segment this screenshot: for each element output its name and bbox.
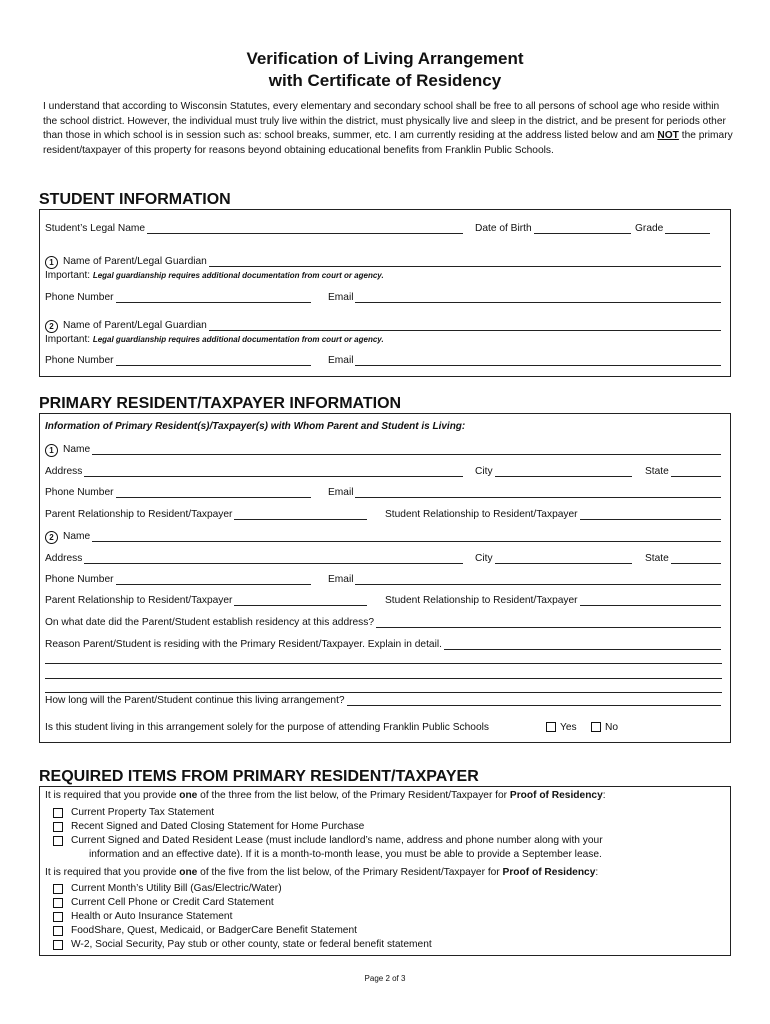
guardian2-phone-field[interactable]: Phone Number — [45, 354, 311, 368]
guardian1-important-note: Important: Legal guardianship requires additional documentation from court or agency. — [45, 270, 384, 281]
required-list-2 — [53, 882, 432, 952]
checkbox-icon — [53, 926, 63, 936]
resident2-name-row — [45, 530, 721, 544]
list1-item-closing-statement[interactable]: Recent Signed and Dated Closing Statement for Home Purchase — [53, 820, 603, 834]
solely-question-row — [45, 721, 721, 735]
solely-question-text: Is this student living in this arrangement solely for the purpose of attending Franklin Public Schools — [45, 722, 489, 733]
checkbox-icon — [53, 898, 63, 908]
no-checkbox[interactable]: No — [591, 721, 618, 735]
reason-line-4[interactable] — [45, 692, 722, 693]
guardian2-important-note: Important: Legal guardianship requires additional documentation from court or agency. — [45, 334, 384, 345]
guardian1-phone-field[interactable]: Phone Number — [45, 291, 311, 305]
reason-line-3[interactable] — [45, 678, 722, 679]
resident1-city-field[interactable]: City — [475, 465, 632, 479]
number-one-icon: 1 — [45, 256, 58, 269]
checkbox-icon — [591, 722, 601, 732]
number-one-icon: 1 — [45, 444, 58, 457]
resident2-email-field[interactable]: Email — [328, 573, 721, 587]
resident1-relationship-row — [45, 508, 721, 522]
resident-section-heading: PRIMARY RESIDENT/TAXPAYER INFORMATION — [39, 395, 402, 412]
required-paragraph-2: It is required that you provide one of the five from the list below, of the Primary Resident/Taxpayer for Proof of Residency: — [45, 867, 599, 878]
resident2-contact-row — [45, 573, 721, 587]
resident2-state-field[interactable]: State — [645, 552, 721, 566]
resident1-name-field[interactable]: 1 Name — [45, 443, 721, 457]
guardian1-email-field[interactable]: Email — [328, 291, 721, 305]
resident2-relationship-row — [45, 594, 721, 608]
resident2-address-field[interactable]: Address — [45, 552, 463, 566]
guardian2-email-field[interactable]: Email — [328, 354, 721, 368]
resident2-address-row — [45, 552, 721, 566]
yes-checkbox[interactable]: Yes — [546, 721, 577, 735]
intro-paragraph: I understand that according to Wisconsin Statutes, every elementary and secondary school shall be free to all persons of school age who reside within the school district. However, the individual must truly live within the district, must physically live and sleep in the district, and be present for periods other than those in which school is in session such as: school breaks, summer, etc. I am currently residing at the address listed below and am NOT the primary resident/taxpayer of this property for reasons beyond obtaining educational benefits from Franklin Public Schools. — [43, 101, 733, 156]
list1-item-lease-continuation: information and an effective date). If it is a month-to-month lease, you must be able to provide a September lease. — [89, 849, 602, 860]
page-title: Verification of Living Arrangement — [246, 49, 524, 68]
guardian2-name-field[interactable]: 2 Name of Parent/Legal Guardian — [45, 319, 721, 333]
guardian1-name-row — [45, 255, 721, 269]
checkbox-icon — [53, 808, 63, 818]
checkbox-icon — [53, 884, 63, 894]
guardian1-contact-row — [45, 291, 721, 305]
list2-item-utility-bill[interactable]: Current Month’s Utility Bill (Gas/Electric/Water) — [53, 882, 432, 896]
resident1-name-row — [45, 443, 721, 457]
checkbox-icon — [53, 836, 63, 846]
list2-item-cell-phone-statement[interactable]: Current Cell Phone or Credit Card Statement — [53, 896, 432, 910]
required-list-1 — [53, 806, 603, 862]
date-of-birth-field[interactable]: Date of Birth — [475, 222, 631, 236]
checkbox-icon — [53, 912, 63, 922]
list1-item-resident-lease[interactable]: Current Signed and Dated Resident Lease (must include landlord’s name, address and phone number along with your — [53, 834, 603, 848]
resident2-parent-relationship-field[interactable]: Parent Relationship to Resident/Taxpayer — [45, 594, 367, 608]
number-two-icon: 2 — [45, 320, 58, 333]
resident1-email-field[interactable]: Email — [328, 486, 721, 500]
guardian2-name-row — [45, 319, 721, 333]
guardian1-name-field[interactable]: 1 Name of Parent/Legal Guardian — [45, 255, 721, 269]
resident2-student-relationship-field[interactable]: Student Relationship to Resident/Taxpayer — [385, 594, 721, 608]
list2-item-insurance-statement[interactable]: Health or Auto Insurance Statement — [53, 910, 432, 924]
student-section-heading: STUDENT INFORMATION — [39, 191, 231, 208]
list1-item-property-tax[interactable]: Current Property Tax Statement — [53, 806, 603, 820]
resident1-parent-relationship-field[interactable]: Parent Relationship to Resident/Taxpayer — [45, 508, 367, 522]
required-section-heading: REQUIRED ITEMS FROM PRIMARY RESIDENT/TAXPAYER — [39, 768, 479, 785]
resident2-name-field[interactable]: 2 Name — [45, 530, 721, 544]
required-paragraph-1: It is required that you provide one of the three from the list below, of the Primary Resident/Taxpayer for Proof of Residency: — [45, 790, 606, 801]
residency-date-field[interactable]: On what date did the Parent/Student establish residency at this address? — [45, 616, 721, 630]
howlong-row — [45, 694, 721, 708]
reason-line-2[interactable] — [45, 663, 722, 664]
checkbox-icon — [53, 822, 63, 832]
list2-item-benefit-statement[interactable]: FoodShare, Quest, Medicaid, or BadgerCare Benefit Statement — [53, 924, 432, 938]
reason-field[interactable]: Reason Parent/Student is residing with the Primary Resident/Taxpayer. Explain in detail. — [45, 638, 721, 652]
howlong-field[interactable]: How long will the Parent/Student continue this living arrangement? — [45, 694, 721, 708]
resident2-city-field[interactable]: City — [475, 552, 632, 566]
number-two-icon: 2 — [45, 531, 58, 544]
residency-date-row — [45, 616, 721, 630]
grade-field[interactable]: Grade — [635, 222, 710, 236]
student-name-row — [45, 222, 721, 236]
resident2-phone-field[interactable]: Phone Number — [45, 573, 311, 587]
resident1-contact-row — [45, 486, 721, 500]
student-legal-name-field[interactable]: Student’s Legal Name — [45, 222, 463, 236]
resident1-address-row — [45, 465, 721, 479]
checkbox-icon — [53, 940, 63, 950]
resident1-phone-field[interactable]: Phone Number — [45, 486, 311, 500]
resident-subheading: Information of Primary Resident(s)/Taxpayer(s) with Whom Parent and Student is Living: — [45, 421, 466, 432]
resident1-address-field[interactable]: Address — [45, 465, 463, 479]
checkbox-icon — [546, 722, 556, 732]
page-subtitle: with Certificate of Residency — [268, 71, 502, 90]
reason-row — [45, 638, 721, 652]
guardian2-contact-row — [45, 354, 721, 368]
page-number: Page 2 of 3 — [364, 974, 406, 983]
list2-item-w2-paystub[interactable]: W-2, Social Security, Pay stub or other county, state or federal benefit statement — [53, 938, 432, 952]
resident1-student-relationship-field[interactable]: Student Relationship to Resident/Taxpayer — [385, 508, 721, 522]
resident1-state-field[interactable]: State — [645, 465, 721, 479]
